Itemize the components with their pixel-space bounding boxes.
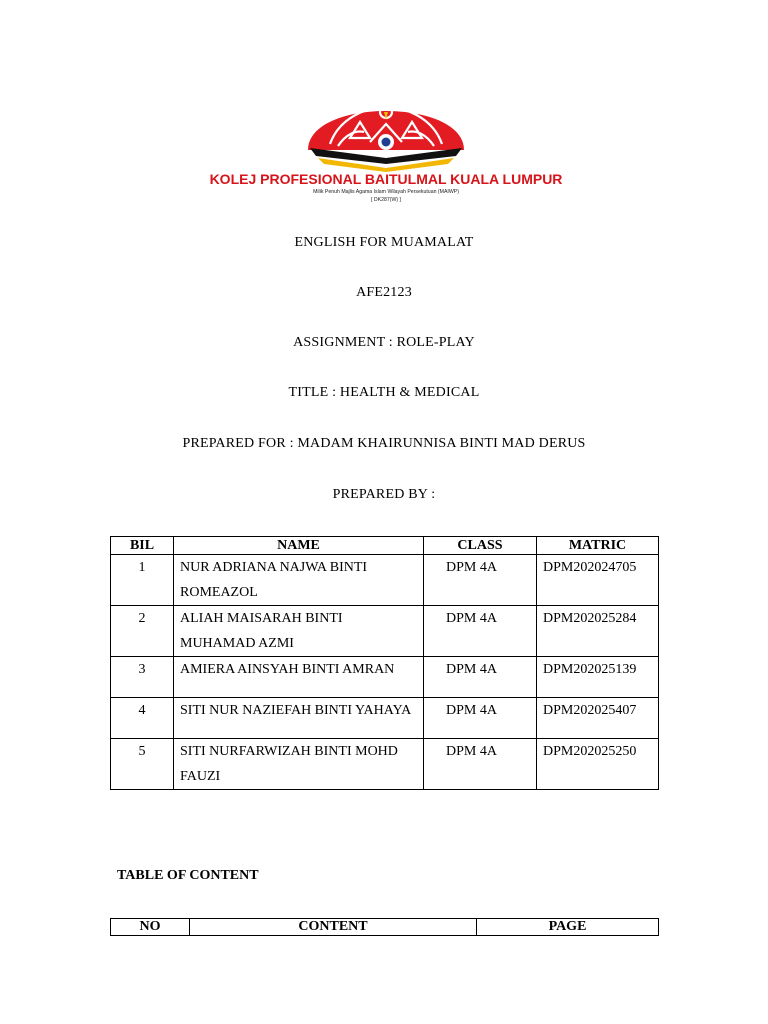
prepared-by: PREPARED BY :: [332, 487, 436, 502]
row-matric: DPM202025139: [537, 657, 659, 698]
college-logo: [200, 92, 572, 204]
row-bil: 1: [111, 555, 174, 606]
table-row: [111, 555, 659, 606]
row-bil: 2: [111, 606, 174, 657]
row-class: DPM 4A: [424, 698, 537, 739]
row-class: DPM 4A: [424, 657, 537, 698]
column-header-name: NAME: [174, 537, 424, 555]
row-bil: 5: [111, 739, 174, 790]
row-name: SITI NUR NAZIEFAH BINTI YAHAYA: [174, 698, 424, 739]
row-name: SITI NURFARWIZAH BINTI MOHD FAUZI: [174, 739, 424, 790]
row-matric: DPM202025284: [537, 606, 659, 657]
members-table-header: [111, 537, 659, 555]
college-owner: Milik Penuh Majlis Agama Islam Wilayah Persekutuan (MAIWP): [313, 189, 459, 195]
row-bil: 4: [111, 698, 174, 739]
row-name: ALIAH MAISARAH BINTI MUHAMAD AZMI: [174, 606, 424, 657]
prepared-for: PREPARED FOR : MADAM KHAIRUNNISA BINTI MAD DERUS: [182, 436, 586, 451]
column-header-class: CLASS: [424, 537, 537, 555]
assignment-title: TITLE : HEALTH & MEDICAL: [288, 385, 480, 400]
toc-table: [110, 918, 659, 936]
column-header-matric: MATRIC: [537, 537, 659, 555]
row-name: AMIERA AINSYAH BINTI AMRAN: [174, 657, 424, 698]
college-name: KOLEJ PROFESIONAL BAITULMAL KUALA LUMPUR: [209, 171, 563, 187]
row-matric: DPM202025250: [537, 739, 659, 790]
toc-table-header: [111, 919, 659, 936]
assignment-type: ASSIGNMENT : ROLE-PLAY: [293, 335, 475, 350]
row-class: DPM 4A: [424, 739, 537, 790]
table-row: [111, 606, 659, 657]
course-name: ENGLISH FOR MUAMALAT: [294, 235, 474, 250]
members-table: [110, 536, 659, 790]
row-matric: DPM202025407: [537, 698, 659, 739]
college-code: [ DK287(W) ]: [371, 197, 401, 203]
toc-header-content: CONTENT: [190, 919, 477, 936]
row-bil: 3: [111, 657, 174, 698]
table-row: [111, 698, 659, 739]
college-emblem-icon: [200, 92, 572, 204]
row-matric: DPM202024705: [537, 555, 659, 606]
table-row: [111, 657, 659, 698]
toc-heading: TABLE OF CONTENT: [117, 868, 259, 883]
toc-header-no: NO: [111, 919, 190, 936]
row-class: DPM 4A: [424, 606, 537, 657]
toc-header-page: PAGE: [477, 919, 659, 936]
row-name: NUR ADRIANA NAJWA BINTI ROMEAZOL: [174, 555, 424, 606]
table-row: [111, 739, 659, 790]
course-code: AFE2123: [356, 285, 412, 300]
row-class: DPM 4A: [424, 555, 537, 606]
column-header-bil: BIL: [111, 537, 174, 555]
